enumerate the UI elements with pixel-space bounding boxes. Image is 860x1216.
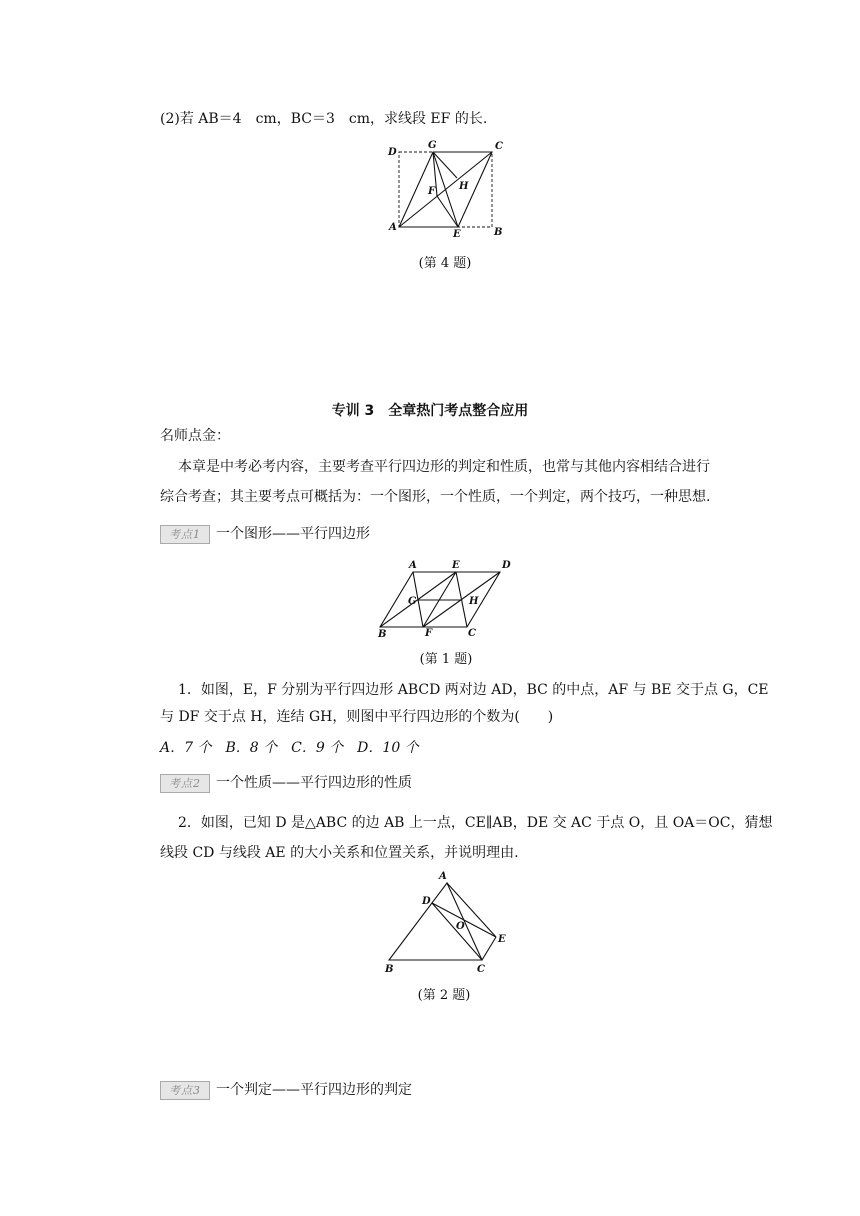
fig1-label-b: B <box>378 629 387 638</box>
fig4-label-b: B <box>494 227 503 238</box>
fig1-label-a: A <box>409 560 417 571</box>
fig4-label-h: H <box>459 181 469 192</box>
fig1-label-e: E <box>452 560 460 571</box>
q1-options: A．7 个 B．8 个 C．9 个 D．10 个 <box>160 740 419 756</box>
figure-2-caption: (第 2 题) <box>417 988 471 1003</box>
figure-2-diagram <box>376 866 512 978</box>
topic-1-tag: 考点1 <box>160 525 210 544</box>
q4-part2-text: (2)若 AB＝4 cm，BC＝3 cm，求线段 EF 的长. <box>160 111 488 127</box>
topic-3-heading <box>160 1079 412 1101</box>
figure-4-caption: (第 4 题) <box>418 256 472 271</box>
topic-2-tag: 考点2 <box>160 774 210 793</box>
topic-2-heading <box>160 772 412 794</box>
q1-line-2: 与 DF 交于点 H，连结 GH，则图中平行四边形的个数为( ) <box>160 709 554 725</box>
topic-3-tag: 考点3 <box>160 1081 210 1100</box>
figure-1-caption: (第 1 题) <box>419 652 473 667</box>
intro-line-1: 本章是中考必考内容，主要考查平行四边形的判定和性质，也常与其他内容相结合进行 <box>178 459 710 475</box>
fig2-label-e: E <box>498 934 506 945</box>
topic-1-text: 一个图形——平行四边形 <box>216 526 370 542</box>
intro-line-2: 综合考查；其主要考点可概括为：一个图形，一个性质，一个判定，两个技巧，一种思想. <box>160 489 711 505</box>
fig2-label-b: B <box>385 964 394 975</box>
fig4-label-d: D <box>388 147 397 158</box>
fig1-label-d: D <box>502 560 511 571</box>
q2-line-2: 线段 CD 与线段 AE 的大小关系和位置关系，并说明理由. <box>160 845 519 861</box>
fig4-label-e: E <box>453 229 461 240</box>
intro-heading: 名师点金： <box>160 428 230 444</box>
section-title: 专训 3 全章热门考点整合应用 <box>331 403 529 419</box>
fig2-triangle-abc <box>389 883 482 960</box>
fig2-label-a: A <box>439 871 447 882</box>
fig4-segment-gh <box>433 152 457 178</box>
fig2-label-o: O <box>456 921 465 932</box>
fig1-label-c: C <box>468 628 476 638</box>
fig1-label-f: F <box>425 628 433 638</box>
topic-1-heading <box>160 523 370 545</box>
fig4-label-g: G <box>428 140 437 151</box>
fig4-label-c: C <box>495 141 503 152</box>
q1-line-1: 1．如图，E，F 分别为平行四边形 ABCD 两对边 AD，BC 的中点，AF 与 BE 交于点 G，CE <box>178 682 769 698</box>
q2-line-1: 2．如图，已知 D 是△ABC 的边 AB 上一点，CE∥AB，DE 交 AC 于点 O，且 OA＝OC，猜想 <box>178 815 773 831</box>
topic-3-text: 一个判定——平行四边形的判定 <box>216 1082 412 1098</box>
fig2-label-c: C <box>477 964 485 975</box>
fig4-segment-fe <box>437 196 458 227</box>
fig2-label-d: D <box>422 896 431 907</box>
fig2-segment-ce <box>482 937 496 960</box>
fig4-label-f: F <box>428 186 436 197</box>
figure-4-diagram <box>380 138 510 240</box>
figure-1-diagram <box>376 558 516 638</box>
fig4-label-a: A <box>389 222 397 233</box>
topic-2-text: 一个性质——平行四边形的性质 <box>216 775 412 791</box>
fig1-label-g: G <box>408 596 417 607</box>
fig1-label-h: H <box>469 596 479 607</box>
